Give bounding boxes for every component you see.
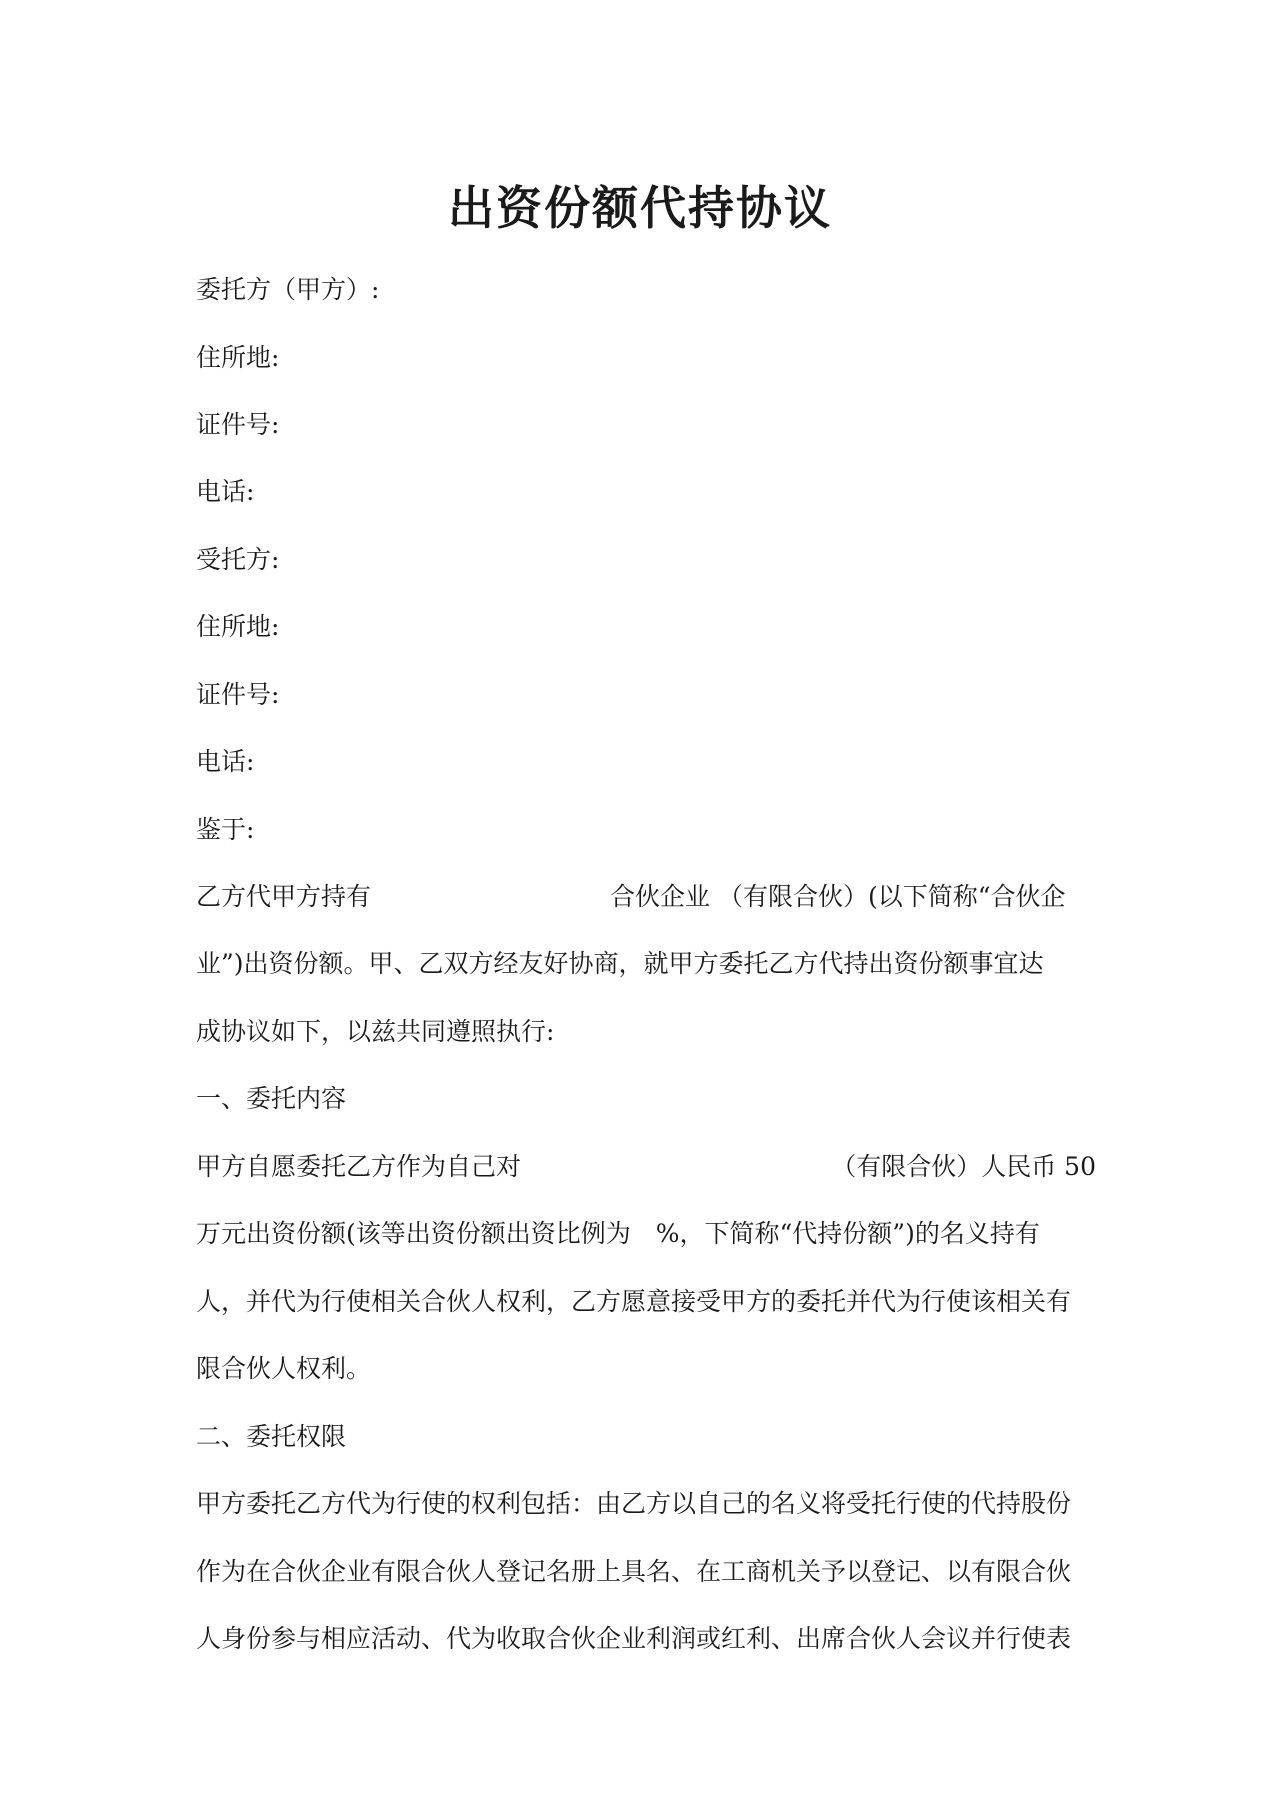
party-a-phone: 电话:	[196, 477, 255, 506]
whereas-line-1	[196, 877, 1096, 917]
section-2-line-3: 人身份参与相应活动、代为收取合伙企业利润或红利、出席合伙人会议并行使表	[196, 1624, 1072, 1653]
section-1-line-1-left: 甲方自愿委托乙方作为自己对	[196, 1152, 522, 1181]
whereas-line-3: 成协议如下，以兹共同遵照执行:	[196, 1017, 555, 1046]
whereas-label: 鉴于:	[196, 815, 255, 844]
party-b-id-number: 证件号:	[196, 680, 280, 709]
section-2-line-1: 甲方委托乙方代为行使的权利包括：由乙方以自己的名义将受托行使的代持股份	[196, 1489, 1072, 1518]
party-b-phone: 电话:	[196, 747, 255, 776]
party-b-label: 受托方:	[196, 545, 280, 574]
whereas-line-1-right: 合伙企业 （有限合伙）(以下简称“合伙企	[610, 882, 1066, 911]
section-2-line-2: 作为在合伙企业有限合伙人登记名册上具名、在工商机关予以登记、以有限合伙	[196, 1557, 1072, 1586]
party-a-address: 住所地:	[196, 343, 280, 372]
party-b-address: 住所地:	[196, 612, 280, 641]
section-1-line-1	[196, 1147, 1096, 1187]
whereas-line-2: 业”)出资份额。甲、乙双方经友好协商，就甲方委托乙方代持出资份额事宜达	[196, 949, 1044, 978]
section-1-line-4: 限合伙人权利。	[196, 1354, 372, 1383]
party-a-label: 委托方（甲方）:	[196, 275, 380, 304]
section-2-heading: 二、委托权限	[196, 1422, 347, 1451]
section-1-line-2: 万元出资份额(该等出资份额出资比例为 %，下简称“代持份额”)的名义持有	[196, 1219, 1040, 1248]
document-title: 出资份额代持协议	[448, 181, 832, 235]
party-a-id-number: 证件号:	[196, 410, 280, 439]
section-1-line-3: 人，并代为行使相关合伙人权利，乙方愿意接受甲方的委托并代为行使该相关有	[196, 1287, 1072, 1316]
section-1-line-1-right: （有限合伙）人民币 50	[831, 1152, 1096, 1181]
whereas-line-1-left: 乙方代甲方持有	[196, 882, 372, 911]
section-1-heading: 一、委托内容	[196, 1084, 347, 1113]
